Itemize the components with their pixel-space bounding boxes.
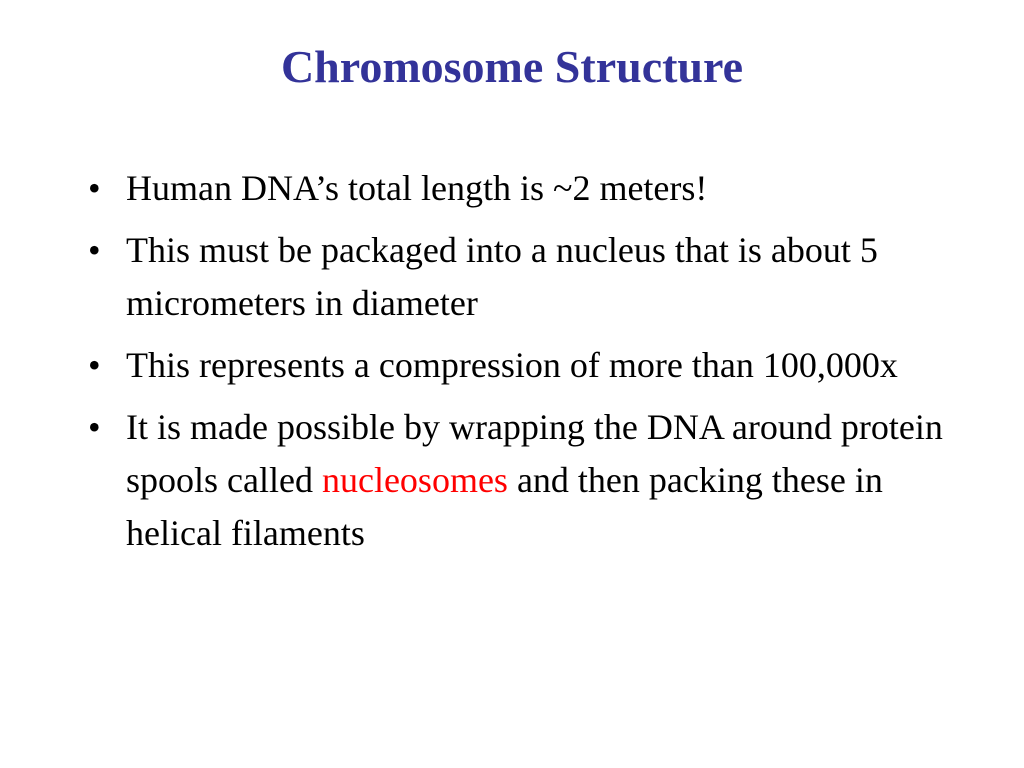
bullet-icon: • [88, 230, 101, 270]
bullet-item-compression [88, 339, 948, 392]
nucleosomes-highlight: nucleosomes [321, 460, 508, 500]
bullet-item-nucleosomes [88, 401, 948, 560]
bullet-text: This represents a compression of more than 100,000x [126, 345, 898, 385]
slide-title: Chromosome Structure [280, 41, 744, 92]
bullet-icon: • [88, 168, 101, 208]
bullet-icon: • [88, 407, 101, 447]
bullet-list [88, 162, 948, 569]
bullet-item-nucleus-size [88, 224, 948, 330]
bullet-text: Human DNA’s total length is ~2 meters! [126, 168, 708, 208]
bullet-item-dna-length [88, 162, 948, 215]
bullet-text-before: It is made possible by wrapping the DNA around protein spools called [126, 407, 943, 500]
bullet-text: This must be packaged into a nucleus that is about 5 micrometers in diameter [126, 230, 878, 323]
bullet-text-after: and then packing these in helical filaments [126, 460, 883, 553]
bullet-icon: • [88, 345, 101, 385]
